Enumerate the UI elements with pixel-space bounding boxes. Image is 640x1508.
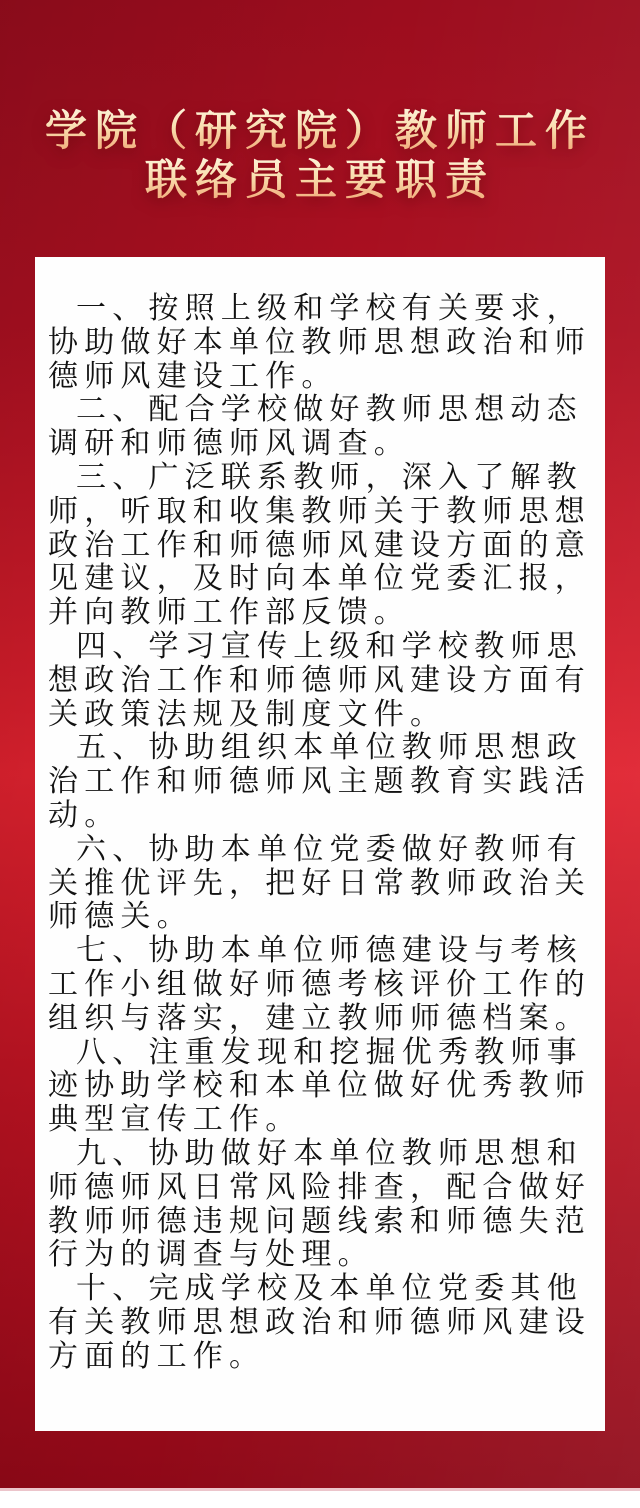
body-text-line: 行为的调查与处理。 — [48, 1238, 374, 1272]
body-text-line: 协助做好本单位教师思想政治和师 — [48, 325, 591, 359]
body-text-line: 八、注重发现和挖掘优秀教师事 — [76, 1035, 583, 1069]
body-text-line: 七、协助本单位师德建设与考核 — [76, 934, 583, 968]
body-text-line: 想政治工作和师德师风建设方面有 — [48, 663, 591, 697]
body-text-line: 组织与落实，建立教师师德档案。 — [48, 1001, 591, 1035]
body-text-line: 调研和师德师风调查。 — [48, 427, 410, 461]
duty-item-6 — [48, 833, 605, 934]
body-text-line: 二、配合学校做好教师思想动态 — [76, 393, 583, 427]
body-text-line: 关推优评先，把好日常教师政治关 — [48, 866, 591, 900]
body-text-line: 见建议，及时向本单位党委汇报， — [48, 562, 591, 596]
body-text-line: 并向教师工作部反馈。 — [48, 596, 410, 630]
duty-item-8 — [48, 1036, 605, 1137]
body-text-line: 四、学习宣传上级和学校教师思 — [76, 629, 583, 663]
body-text-line: 九、协助做好本单位教师思想和 — [76, 1136, 583, 1170]
duty-item-2 — [48, 393, 605, 461]
title-line-2: 联络员主要职责 — [0, 155, 640, 204]
body-text-line: 六、协助本单位党委做好教师有 — [76, 832, 583, 866]
body-text-line: 工作小组做好师德考核评价工作的 — [48, 967, 591, 1001]
duty-item-9 — [48, 1137, 605, 1272]
title-line-1: 学院（研究院）教师工作 — [0, 106, 640, 155]
body-text-line: 政治工作和师德师风建设方面的意 — [48, 528, 591, 562]
poster-title — [0, 0, 640, 204]
body-text-line: 十、完成学校及本单位党委其他 — [76, 1272, 583, 1306]
body-text-line: 师，听取和收集教师关于教师思想 — [48, 494, 591, 528]
content-card — [35, 257, 605, 1431]
body-text-line: 德师风建设工作。 — [48, 359, 338, 393]
body-text-line: 关政策法规及制度文件。 — [48, 697, 447, 731]
duty-item-1 — [48, 292, 605, 393]
body-text-line: 一、按照上级和学校有关要求， — [76, 292, 583, 325]
body-text-line: 五、协助组织本单位教师思想政 — [76, 731, 583, 765]
body-text-line: 迹协助学校和本单位做好优秀教师 — [48, 1069, 591, 1103]
body-text-line: 三、广泛联系教师，深入了解教 — [76, 460, 583, 494]
body-text-line: 动。 — [48, 798, 121, 832]
duty-item-3 — [48, 461, 605, 630]
duty-item-7 — [48, 934, 605, 1035]
body-text-line: 方面的工作。 — [48, 1339, 266, 1373]
body-text-line: 典型宣传工作。 — [48, 1103, 302, 1137]
duty-item-4 — [48, 630, 605, 731]
body-text-line: 教师师德违规问题线索和师德失范 — [48, 1204, 591, 1238]
body-text-line: 治工作和师德师风主题教育实践活 — [48, 765, 591, 799]
body-text-line: 有关教师思想政治和师德师风建设 — [48, 1305, 591, 1339]
body-text-line: 师德关。 — [48, 900, 193, 934]
duty-item-10 — [48, 1272, 605, 1373]
body-text-line: 师德师风日常风险排查，配合做好 — [48, 1170, 591, 1204]
duty-item-5 — [48, 731, 605, 832]
